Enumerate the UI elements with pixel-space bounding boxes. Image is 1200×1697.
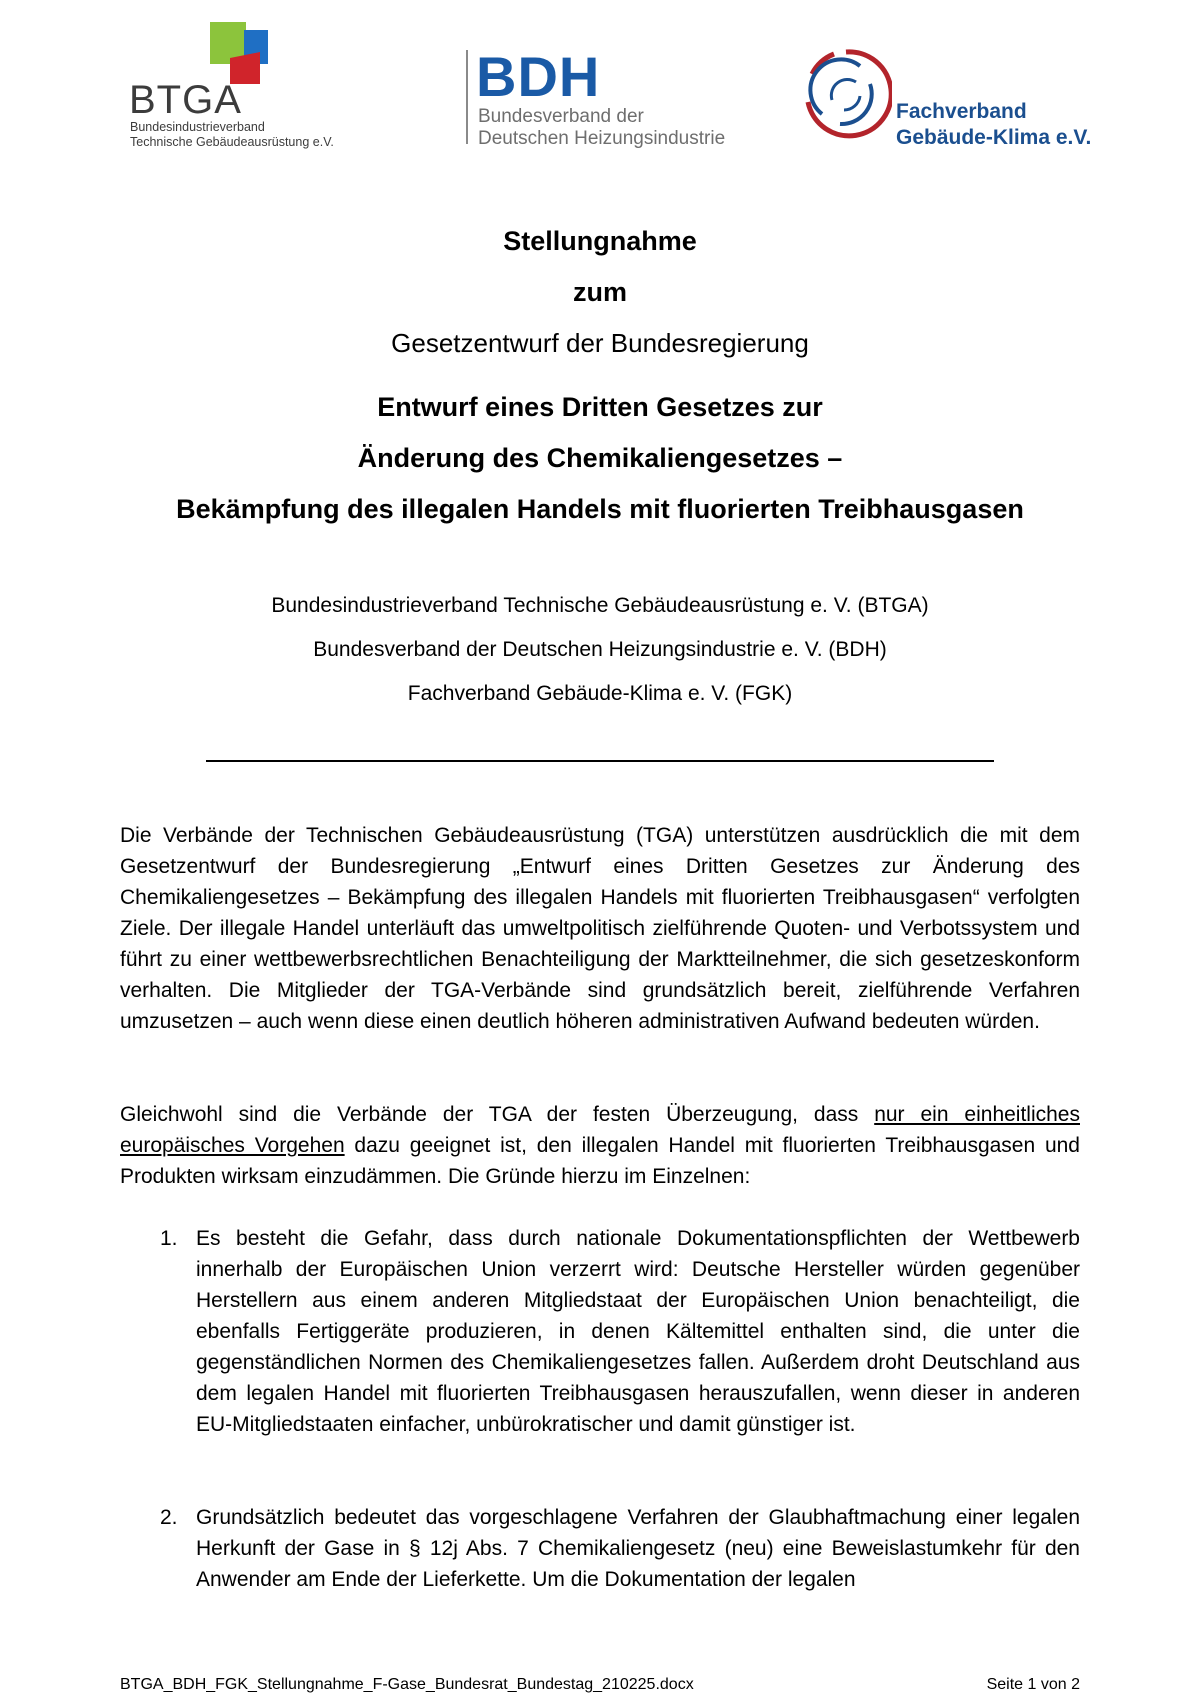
subject-line-1: Entwurf eines Dritten Gesetzes zur — [377, 392, 823, 422]
fgk-rings-icon — [800, 44, 892, 144]
footer-filename: BTGA_BDH_FGK_Stellungnahme_F-Gase_Bundesrat_Bundestag_210225.docx — [120, 1676, 694, 1693]
association-fgk: Fachverband Gebäude-Klima e. V. (FGK) — [407, 682, 793, 705]
horizontal-divider — [206, 760, 994, 762]
bdh-logo — [466, 45, 746, 150]
title-subject-type: Gesetzentwurf der Bundesregierung — [391, 328, 809, 358]
btga-subtitle-line1: Bundesindustrieverband — [130, 120, 265, 134]
btga-wordmark: BTGA — [129, 78, 242, 122]
bdh-divider — [466, 50, 468, 144]
position-text-end: dazu geeignet ist, den illegalen Handel mit fluorierten Treibhausgasen und Produkten wirksam einzudämmen. Die Gründe hierzu im Einzelnen: — [120, 1134, 1080, 1188]
title-connector: zum — [573, 277, 627, 307]
fgk-wordmark-line1: Fachverband — [896, 100, 1027, 123]
subject-line-2: Änderung des Chemikaliengesetzes – — [357, 443, 843, 473]
btga-subtitle-line2: Technische Gebäudeausrüstung e.V. — [130, 135, 334, 149]
association-btga: Bundesindustrieverband Technische Gebäudeausrüstung e. V. (BTGA) — [271, 594, 929, 617]
subject-line-3: Bekämpfung des illegalen Handels mit fluorierten Treibhausgasen — [176, 494, 1024, 524]
association-bdh: Bundesverband der Deutschen Heizungsindustrie e. V. (BDH) — [313, 638, 887, 661]
logo-bar — [0, 0, 1200, 170]
list-item-text: Es besteht die Gefahr, dass durch nationale Dokumentationspflichten der Wettbewerb innerhalb der Europäischen Union verzerrt wird: Deutsche Hersteller würden gegenüber Herstellern aus einem anderen Mitgliedstaat der Europäischen Union benachteiligt, die ebenfalls Fertiggeräte produzieren, in denen Kältemittel enthalten sind, die unter die gegenständlichen Normen des Chemikaliengesetzes fallen. Außerdem droht Deutschland aus dem legalen Handel mit fluorierten Treibhausgasen herauszufallen, wenn dieser in anderen EU-Mitgliedstaaten einfacher, unbürokratischer und damit günstiger ist. — [196, 1227, 1080, 1436]
list-number: 2. — [160, 1506, 178, 1529]
footer-page-number: Seite 1 von 2 — [986, 1676, 1080, 1693]
position-paragraph — [120, 1099, 1080, 1192]
list-number: 1. — [160, 1227, 178, 1250]
document-title: Stellungnahme — [503, 226, 697, 256]
btga-logo — [128, 22, 358, 152]
intro-paragraph: Die Verbände der Technischen Gebäudeausrüstung (TGA) unterstützen ausdrücklich die mit dem Gesetzentwurf der Bundesregierung „Entwurf eines Dritten Gesetzes zur Änderung des Chemikaliengesetzes – Bekämpfung des illegalen Handels mit fluorierten Treibhausgasen“ verfolgten Ziele. Der illegale Handel unterläuft das umweltpolitisch zielführende Quoten- und Verbotssystem und führt zu einer wettbewerbsrechtlichen Benachteiligung der Marktteilnehmer, die sich gesetzeskonform verhalten. Die Mitglieder der TGA-Verbände sind grundsätzlich bereit, zielführende Verfahren umzusetzen – auch wenn diese einen deutlich höheren administrativen Aufwand bedeuten würden. — [120, 824, 1080, 1033]
emphasized-phrase: nur ein einheitliches europäisches Vorgehen — [120, 1103, 1080, 1157]
bdh-subtitle-line1: Bundesverband der — [478, 106, 644, 127]
btga-emblem-icon — [210, 22, 272, 84]
bdh-subtitle-line2: Deutschen Heizungsindustrie — [478, 128, 726, 149]
fgk-logo — [800, 44, 1120, 154]
bdh-wordmark: BDH — [476, 45, 601, 108]
position-text-start: Gleichwohl sind die Verbände der TGA der festen Überzeugung, dass — [120, 1103, 875, 1126]
fgk-wordmark-line2: Gebäude-Klima e.V. — [896, 126, 1092, 149]
list-item-text: Grundsätzlich bedeutet das vorgeschlagene Verfahren der Glaubhaftmachung einer legalen Herkunft der Gase in § 12j Abs. 7 Chemikaliengesetz (neu) eine Beweislastumkehr für den Anwender am Ende der Lieferkette. Um die Dokumentation der legalen — [196, 1506, 1080, 1591]
